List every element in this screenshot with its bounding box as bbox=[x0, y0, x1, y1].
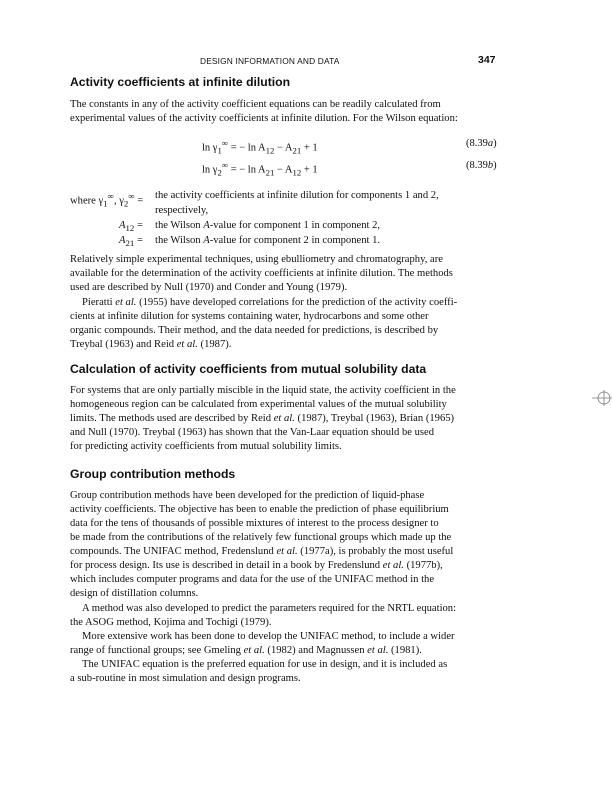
text-line: limits. The methods used are described by Reid et al. (1987), Treybal (1963), Brian (1965) bbox=[70, 413, 455, 424]
section-heading-infinite-dilution: Activity coefficients at infinite dilution bbox=[70, 75, 291, 89]
section-heading-group-contribution: Group contribution methods bbox=[70, 467, 236, 481]
text-line: experimental values of the activity coefficients at infinite dilution. For the Wilson equation: bbox=[70, 113, 458, 124]
text-line: design of distillation columns. bbox=[70, 588, 199, 599]
text-line: The constants in any of the activity coefficient equations can be readily calculated from bbox=[70, 99, 441, 110]
text-line: which includes computer programs and data for the use of the UNIFAC method in the bbox=[70, 574, 435, 585]
eq-term: ln γ bbox=[202, 142, 218, 154]
definition-symbol: $A_{21}$ = bbox=[119, 235, 143, 249]
definition-text: respectively, bbox=[155, 205, 209, 216]
paragraph-experimental bbox=[70, 253, 500, 295]
text-line: The UNIFAC equation is the preferred equation for use in design, and it is included as bbox=[82, 659, 448, 670]
definition-symbol: $A_{12}$ = bbox=[119, 220, 143, 234]
running-header: DESIGN INFORMATION AND DATA bbox=[200, 56, 340, 66]
paragraph-unifac-extension bbox=[70, 630, 500, 658]
text-line: cients at infinite dilution for systems containing water, hydrocarbons and some other bbox=[70, 311, 429, 322]
eq-term: − A bbox=[274, 164, 293, 176]
text-line: for predicting activity coefficients from mutual solubility limits. bbox=[70, 441, 342, 452]
definition-text: the Wilson A-value for component 2 in component 1. bbox=[155, 235, 381, 246]
equation-label: (8.39b) bbox=[466, 160, 497, 171]
text-line: the ASOG method, Kojima and Tochigi (1979). bbox=[70, 617, 272, 628]
text-line: be made from the contributions of the relatively few functional groups which made up the bbox=[70, 532, 452, 543]
text-line: Group contribution methods have been developed for the prediction of liquid-phase bbox=[70, 490, 425, 501]
eq-sup: ∞ bbox=[221, 138, 229, 148]
paragraph-unifac-preferred bbox=[70, 658, 500, 686]
text-line: organic compounds. Their method, and the data needed for predictions, is described by bbox=[70, 325, 439, 336]
eq-term: + 1 bbox=[301, 164, 318, 176]
where-definitions bbox=[70, 189, 500, 249]
text-line: More extensive work has been done to develop the UNIFAC method, to include a wider bbox=[82, 631, 455, 642]
text-line: available for the determination of the activity coefficients at infinite dilution. The methods bbox=[70, 268, 453, 279]
eq-sub: 12 bbox=[265, 145, 275, 156]
eq-sub: 12 bbox=[292, 167, 302, 178]
paragraph-asog bbox=[70, 602, 500, 630]
eq-term: ln γ bbox=[202, 164, 218, 176]
eq-sub: 21 bbox=[265, 167, 275, 178]
eq-term: − A bbox=[274, 142, 293, 154]
registration-mark-icon bbox=[592, 388, 612, 408]
eq-term: + 1 bbox=[301, 142, 318, 154]
eq-term: = − ln A bbox=[228, 164, 266, 176]
text-line: Pieratti et al. (1955) have developed correlations for the prediction of the activity coeffi- bbox=[82, 297, 458, 308]
eq-sub: 2 bbox=[217, 167, 222, 178]
definition-text: the activity coefficients at infinite dilution for components 1 and 2, bbox=[155, 190, 439, 201]
text-line: activity coefficients. The objective has been to enable the prediction of phase equilibrium bbox=[70, 504, 449, 515]
text-line: Treybal (1963) and Reid et al. (1987). bbox=[70, 339, 232, 350]
text-line: used are described by Null (1970) and Conder and Young (1979). bbox=[70, 282, 348, 293]
paragraph-intro bbox=[70, 98, 500, 126]
eq-term: = − ln A bbox=[228, 142, 266, 154]
text-line: homogeneous region can be calculated from experimental values of the mutual solubility bbox=[70, 399, 447, 410]
equation-label: (8.39a) bbox=[466, 138, 497, 149]
text-line: Relatively simple experimental techniques, using ebulliometry and chromatography, are bbox=[70, 254, 443, 265]
text-line: a sub-routine in most simulation and design programs. bbox=[70, 673, 301, 684]
text-line: range of functional groups; see Gmeling et al. (1982) and Magnussen et al. (1981). bbox=[70, 645, 422, 656]
text-line: for process design. Its use is described in detail in a book by Fredenslund et al. (1977b), bbox=[70, 560, 443, 571]
eq-sub: 1 bbox=[217, 145, 222, 156]
text-line: data for the tens of thousands of possible mixtures of interest to the process designer to bbox=[70, 518, 439, 529]
eq-sup: ∞ bbox=[221, 160, 229, 170]
text-line: For systems that are only partially miscible in the liquid state, the activity coefficient in the bbox=[70, 385, 456, 396]
paragraph-group-contribution bbox=[70, 489, 500, 601]
text-line: compounds. The UNIFAC method, Fredenslund et al. (1977a), is probably the most useful bbox=[70, 546, 454, 557]
paragraph-mutual-solubility bbox=[70, 384, 500, 454]
eq-sub: 21 bbox=[292, 145, 302, 156]
definition-symbol: where $\gamma_1^\infty$, $\gamma_2^\infty$ = bbox=[70, 191, 144, 209]
section-heading-mutual-solubility: Calculation of activity coefficients from mutual solubility data bbox=[70, 362, 427, 376]
text-line: A method was also developed to predict the parameters required for the NRTL equation: bbox=[82, 603, 457, 614]
text-line: and Null (1970). Treybal (1963) has shown that the Van-Laar equation should be used bbox=[70, 427, 435, 438]
definition-text: the Wilson A-value for component 1 in component 2, bbox=[155, 220, 381, 231]
page-number: 347 bbox=[478, 54, 496, 66]
paragraph-pieratti bbox=[70, 296, 500, 352]
